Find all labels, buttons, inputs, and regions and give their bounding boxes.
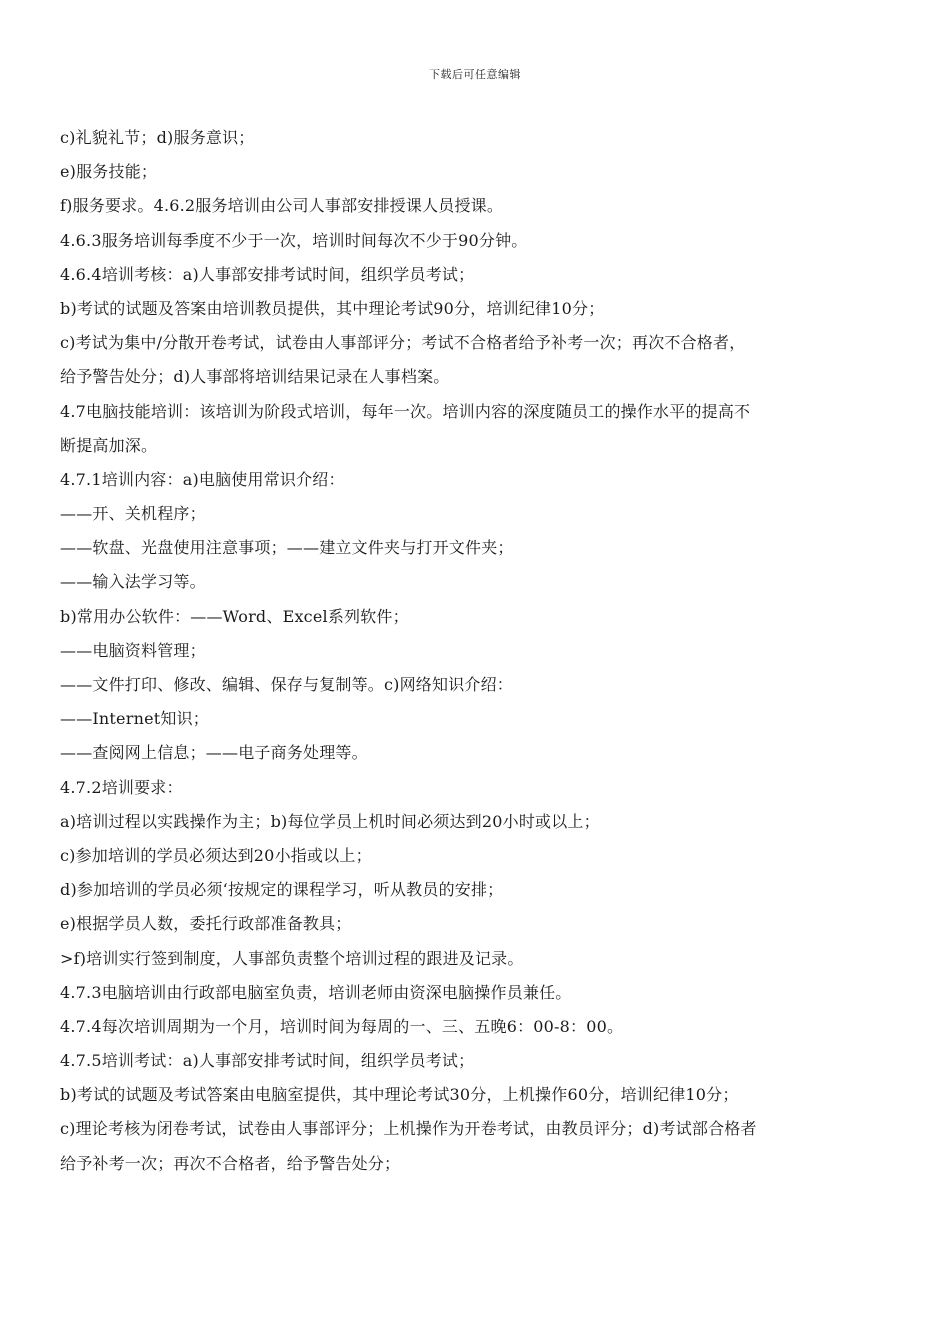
text-line: c)参加培训的学员必须达到20小指或以上； xyxy=(60,845,372,865)
text-line: ——文件打印、修改、编辑、保存与复制等。c)网络知识介绍： xyxy=(60,675,514,694)
text-line: e)根据学员人数，委托行政部准备教具； xyxy=(60,914,352,934)
text-line: c)礼貌礼节；d)服务意识； xyxy=(60,128,255,147)
text-line: 给予补考一次；再次不合格者，给予警告处分； xyxy=(60,1153,401,1173)
text-line: 给予警告处分；d)人事部将培训结果记录在人事档案。 xyxy=(60,367,450,387)
text-line: 4.7.5培训考试：a)人事部安排考试时间，组织学员考试； xyxy=(60,1051,475,1071)
text-line: ——软盘、光盘使用注意事项；——建立文件夹与打开文件夹； xyxy=(60,538,514,558)
text-line: 4.6.4培训考核：a)人事部安排考试时间，组织学员考试； xyxy=(60,264,475,284)
text-line: 断提高加深。 xyxy=(60,435,158,455)
page-header: 下载后可任意编辑 xyxy=(429,68,521,81)
text-line: c)理论考核为闭卷考试，试卷由人事部评分；上机操作为开卷考试，由教员评分；d)考试部合格者 xyxy=(60,1119,757,1139)
text-line: d)参加培训的学员必须‘按规定的课程学习，听从教员的安排； xyxy=(60,880,504,900)
text-line: b)考试的试题及答案由培训教员提供，其中理论考试90分，培训纪律10分； xyxy=(60,298,605,318)
text-line: ——查阅网上信息；——电子商务处理等。 xyxy=(60,743,368,763)
text-line: 4.7.1培训内容：a)电脑使用常识介绍： xyxy=(60,469,345,489)
text-line: 4.7.3电脑培训由行政部电脑室负责，培训老师由资深电脑操作员兼任。 xyxy=(60,982,572,1002)
text-line: f)服务要求。4.6.2服务培训由公司人事部安排授课人员授课。 xyxy=(60,196,504,216)
text-line: ——输入法学习等。 xyxy=(60,572,206,592)
text-line: >f)培训实行签到制度，人事部负责整个培训过程的跟进及记录。 xyxy=(60,948,524,968)
text-line: a)培训过程以实践操作为主；b)每位学员上机时间必须达到20小时或以上； xyxy=(60,811,600,831)
text-line: 4.7电脑技能培训：该培训为阶段式培训，每年一次。培训内容的深度随员工的操作水平的提高不 xyxy=(60,401,751,421)
text-line: 4.7.4每次培训周期为一个月，培训时间为每周的一、三、五晚6：00-8：00。 xyxy=(60,1016,624,1036)
text-line: ——电脑资料管理； xyxy=(60,640,206,660)
text-line: ——Internet知识； xyxy=(60,709,209,729)
text-line: e)服务技能； xyxy=(60,162,158,182)
text-line: 4.6.3服务培训每季度不少于一次，培训时间每次不少于90分钟。 xyxy=(60,230,528,250)
text-line: b)考试的试题及考试答案由电脑室提供，其中理论考试30分，上机操作60分，培训纪律10分； xyxy=(60,1085,739,1105)
text-line: 4.7.2培训要求： xyxy=(60,777,183,797)
text-line: c)考试为集中/分散开卷考试，试卷由人事部评分；考试不合格者给予补考一次；再次不合格者， xyxy=(60,333,746,353)
text-line: ——开、关机程序； xyxy=(60,504,206,524)
document-body xyxy=(60,121,890,1181)
text-line: b)常用办公软件：——Word、Excel系列软件； xyxy=(60,606,409,626)
